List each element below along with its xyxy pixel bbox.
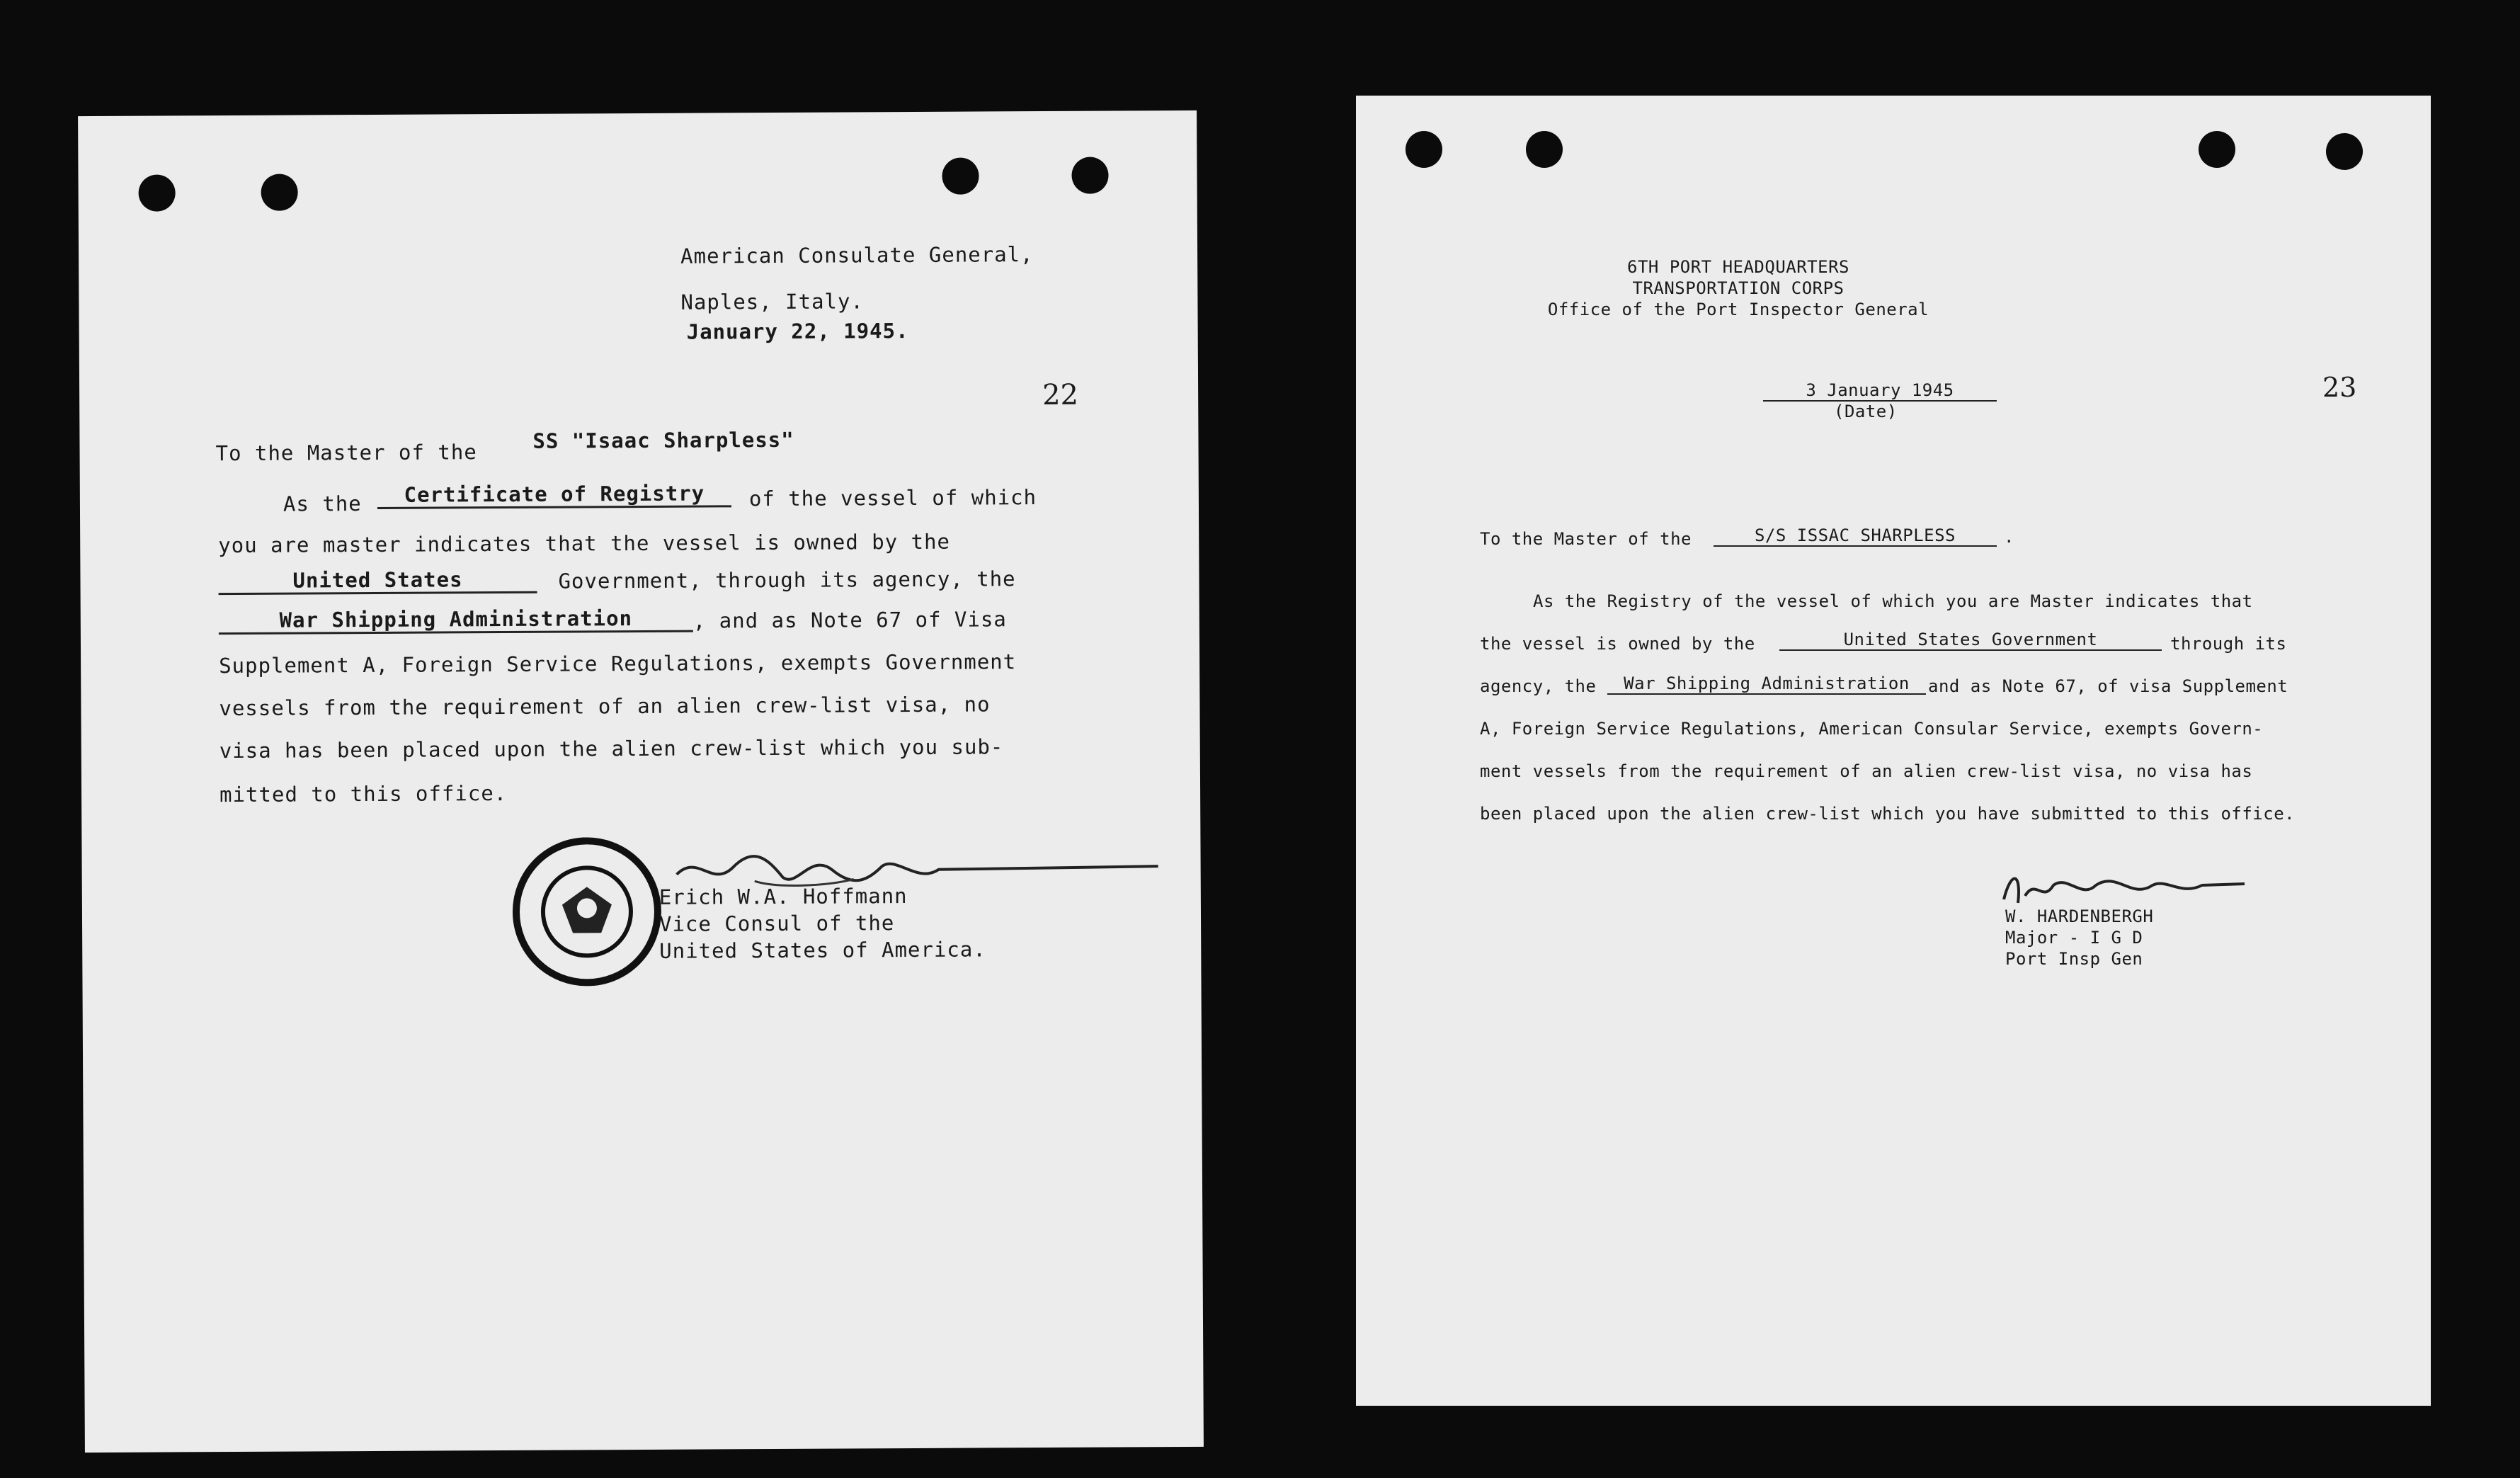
letter-date: January 22, 1945. [686, 319, 909, 344]
punch-hole [2326, 133, 2363, 170]
para-line: mitted to this office. [219, 780, 508, 807]
punch-hole [2199, 131, 2235, 168]
signer-title: United States of America. [659, 937, 986, 963]
to-master-prefix: To the Master of the [215, 440, 477, 466]
to-master-prefix: To the Master of the [1480, 529, 1692, 549]
para-line: of the vessel of which [748, 485, 1037, 511]
to-master-suffix: . [2004, 527, 2014, 547]
para-line: you are master indicates that the vessel is owned by the [218, 529, 951, 558]
para-line: through its [2170, 634, 2287, 654]
agency-fill: War Shipping Administration [219, 606, 693, 635]
punch-hole [139, 174, 176, 211]
right-letter-page [1356, 96, 2431, 1406]
vessel-name: SS "Isaac Sharpless" [532, 427, 794, 453]
para-line: ment vessels from the requirement of an alien crew-list visa, no visa has [1480, 761, 2253, 781]
signer-title: Vice Consul of the [658, 911, 895, 936]
owner-fill: United States [218, 567, 537, 595]
para-line: As the Registry of the vessel of which you are Master indicates that [1533, 591, 2253, 611]
header-line: Office of the Port Inspector General [1547, 300, 1929, 319]
consulate-office: American Consulate General, [680, 242, 1034, 268]
para-line: been placed upon the alien crew-list which you have submitted to this office. [1480, 804, 2296, 824]
para-line: A, Foreign Service Regulations, American Consular Service, exempts Govern- [1480, 719, 2264, 739]
para-line: Government, through its agency, the [558, 567, 1016, 593]
para-line: Supplement A, Foreign Service Regulations, exempts Government [219, 649, 1017, 678]
page-number: 22 [1042, 378, 1079, 412]
para-line: agency, the [1480, 676, 1597, 696]
date-caption: (Date) [1834, 402, 1898, 421]
punch-hole [1071, 157, 1108, 194]
para-line: visa has been placed upon the alien crew-list which you sub- [219, 734, 1004, 763]
punch-hole [261, 174, 298, 211]
signer-title: Port Insp Gen [2005, 949, 2143, 969]
agency-fill: War Shipping Administration [1607, 673, 1926, 695]
punch-hole [942, 157, 979, 194]
punch-hole [1406, 131, 1442, 168]
vessel-name: S/S ISSAC SHARPLESS [1714, 525, 1997, 547]
header-line: 6TH PORT HEADQUARTERS [1627, 257, 1849, 277]
letter-date: 3 January 1945 [1763, 380, 1997, 402]
consulate-place: Naples, Italy. [680, 289, 864, 314]
para-line: vessels from the requirement of an alien crew-list visa, no [219, 692, 991, 721]
para-line: and as Note 67, of visa Supplement [1928, 676, 2288, 696]
punch-hole [1526, 131, 1563, 168]
signer-rank: Major - I G D [2005, 928, 2143, 948]
para-line: As the [283, 491, 362, 516]
signer-name: Erich W.A. Hoffmann [658, 884, 908, 909]
signer-name: W. HARDENBERGH [2005, 906, 2154, 926]
page-number: 23 [2322, 372, 2357, 403]
owner-fill: United States Government [1779, 630, 2162, 651]
consular-seal-image [512, 837, 661, 987]
document-fill: Certificate of Registry [377, 481, 731, 509]
left-letter-page [78, 110, 1204, 1453]
header-line: TRANSPORTATION CORPS [1632, 278, 1845, 298]
para-line: the vessel is owned by the [1480, 634, 1755, 654]
para-line: , and as Note 67 of Visa [692, 607, 1007, 633]
